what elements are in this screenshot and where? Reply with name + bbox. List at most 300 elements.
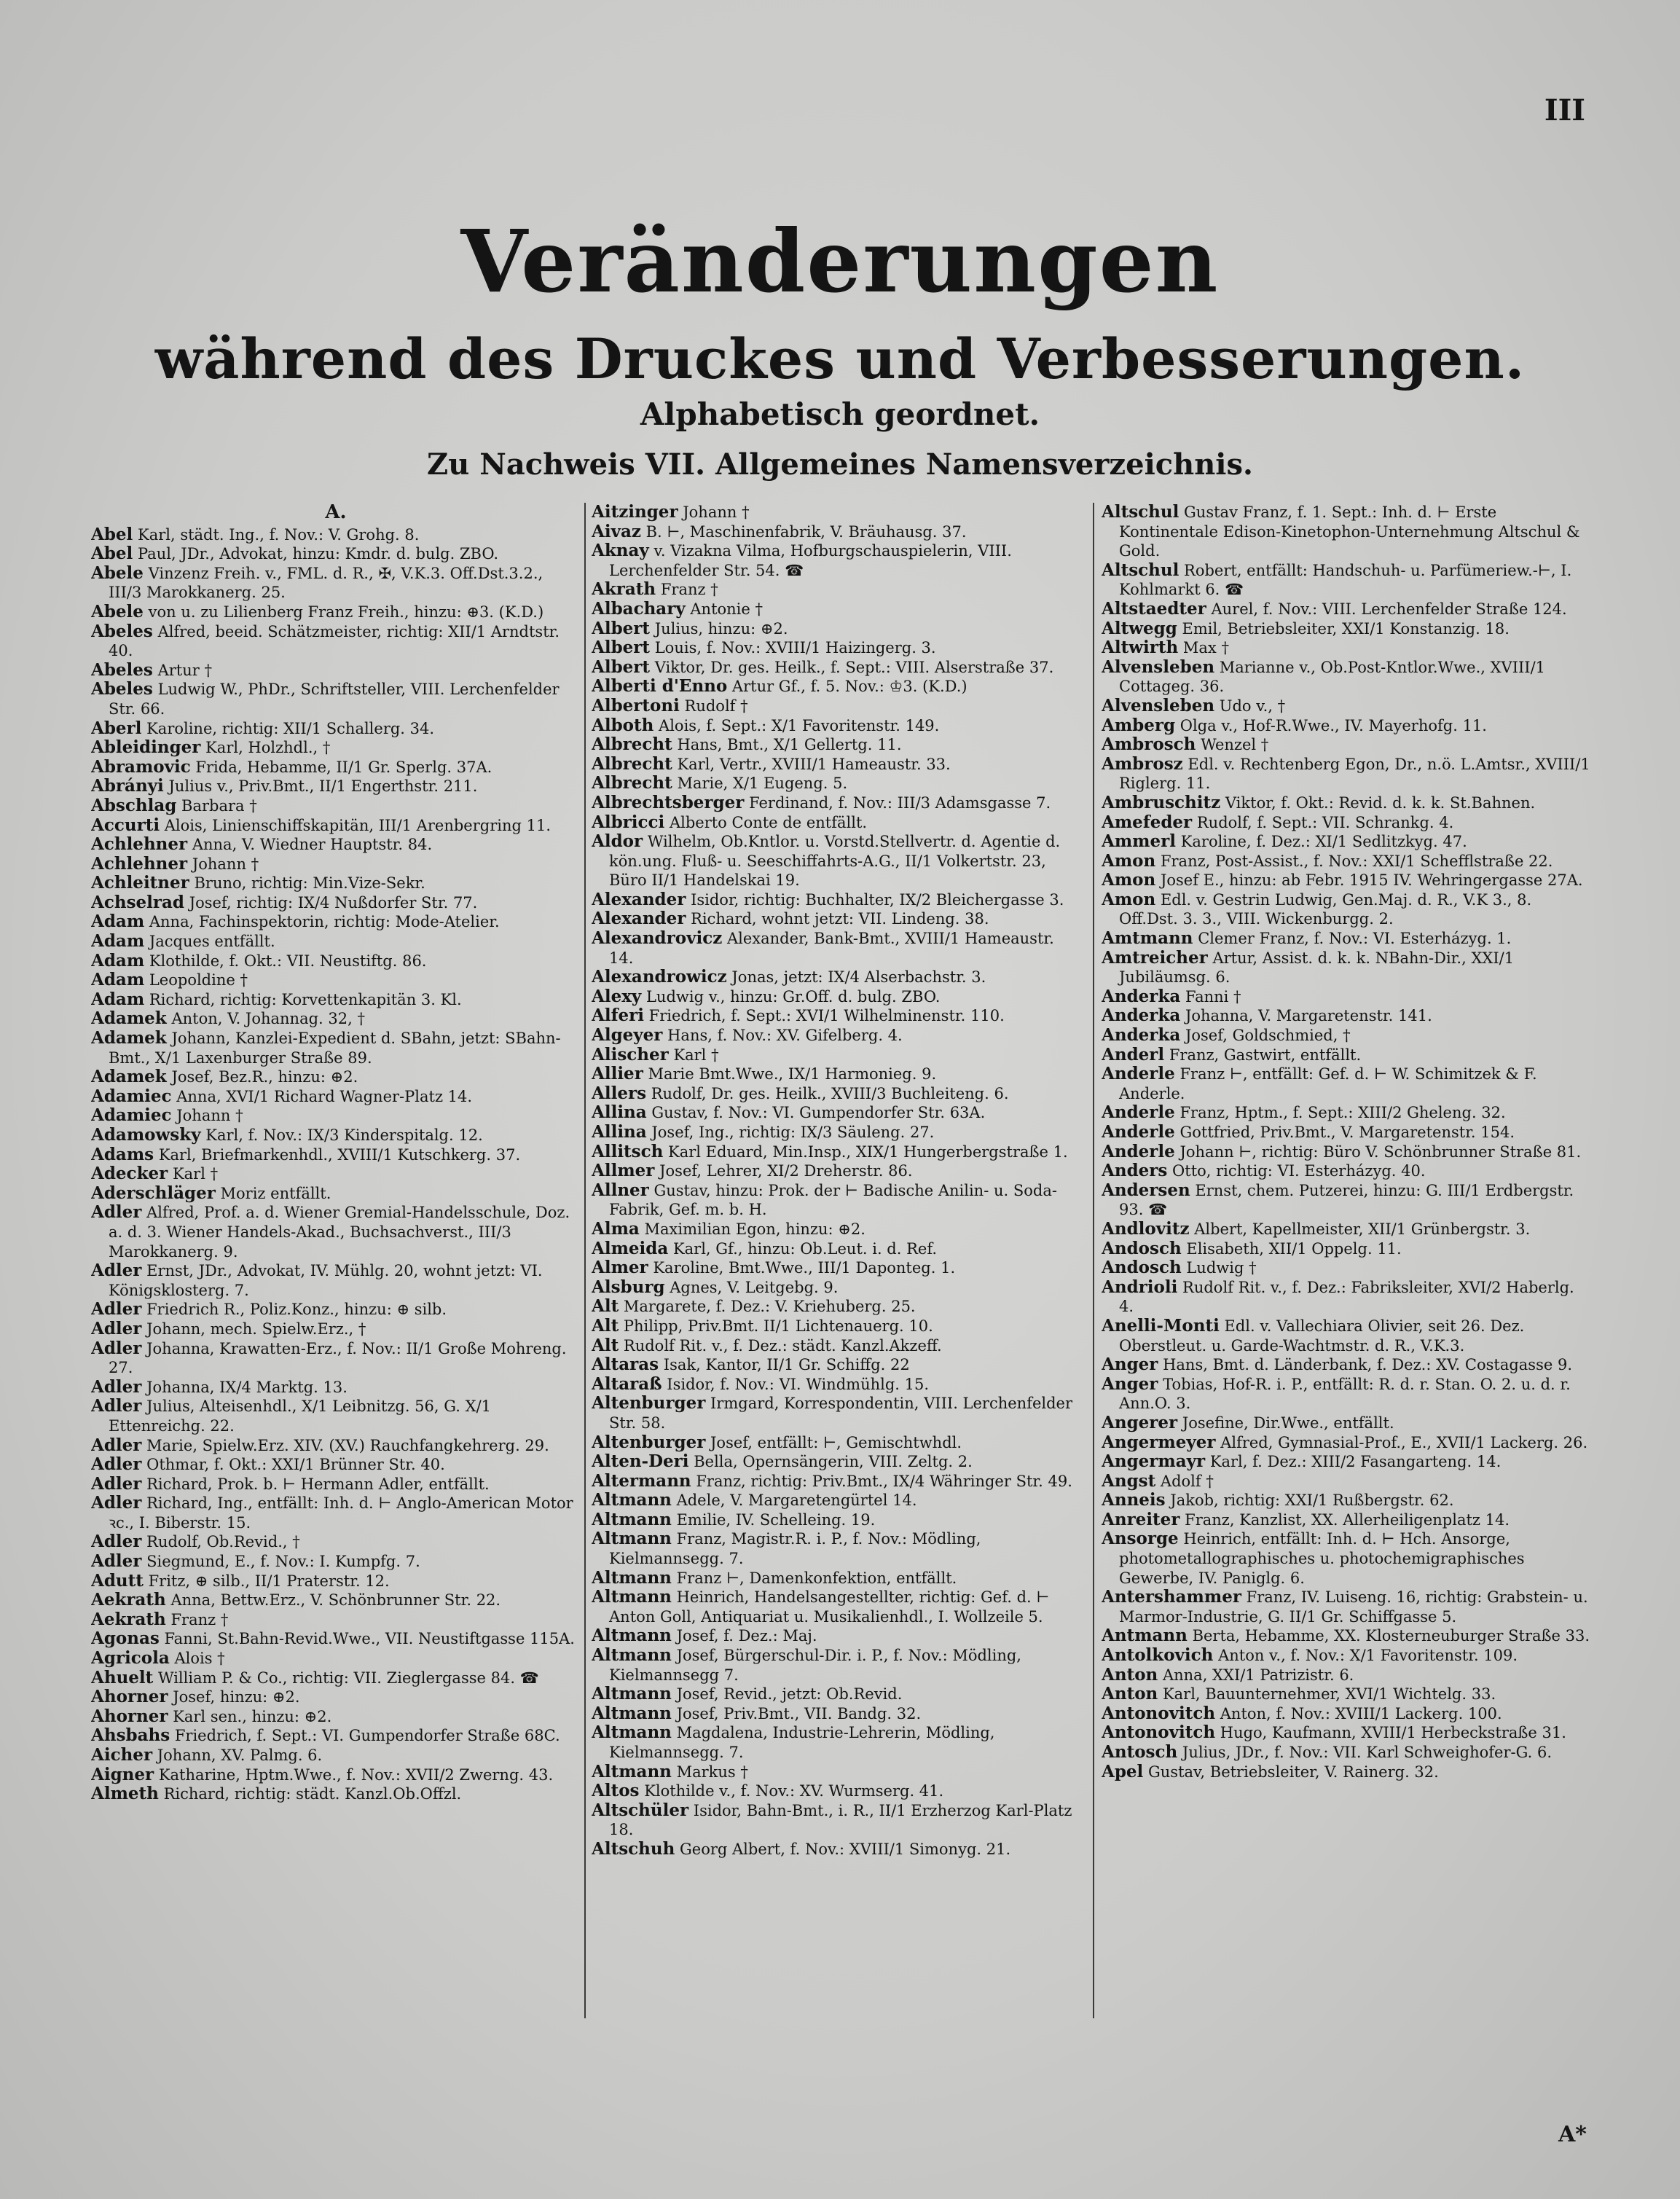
entry-name: Altschul — [1102, 503, 1179, 522]
entry-name: Adam — [91, 970, 145, 990]
directory-entry — [1102, 987, 1591, 1007]
entry-text: Maximilian Egon, hinzu: ⊕2. — [644, 1220, 865, 1238]
entry-name: Amefeder — [1102, 812, 1193, 832]
entry-name: Albricci — [592, 812, 665, 832]
entry-text: Anna, V. Wiedner Hauptstr. 84. — [192, 836, 433, 854]
entry-name: Altmann — [592, 1761, 672, 1781]
entry-name: Abeles — [91, 679, 153, 699]
entry-name: Aivaz — [592, 521, 641, 541]
entry-name: Angermeyer — [1102, 1432, 1216, 1452]
directory-entry — [1102, 1355, 1591, 1375]
directory-entry — [91, 1475, 581, 1494]
directory-entry — [1102, 1529, 1591, 1588]
entry-name: Altmann — [592, 1645, 672, 1666]
entry-text: Artur Gf., f. 5. Nov.: ♔3. (K.D.) — [731, 678, 967, 696]
entry-text: Emil, Betriebsleiter, XXI/1 Konstanzig. 18. — [1182, 619, 1510, 638]
directory-entry — [91, 835, 581, 855]
directory-entry — [592, 968, 1081, 987]
entry-name: Allina — [592, 1122, 647, 1142]
entry-name: Adamek — [91, 1067, 167, 1087]
directory-entry — [592, 1103, 1081, 1123]
entry-text: Karl, f. Dez.: XIII/2 Fasangarteng. 14. — [1209, 1453, 1502, 1471]
directory-entry — [1102, 1026, 1591, 1046]
entry-name: Adler — [91, 1299, 142, 1320]
entry-name: Albrechtsberger — [592, 792, 745, 812]
entry-name: Altwegg — [1102, 618, 1177, 638]
entry-text: Julius, JDr., f. Nov.: VII. Karl Schweighofer-G. 6. — [1182, 1744, 1553, 1761]
directory-entry — [592, 1394, 1081, 1432]
entry-text: Johanna, Krawatten-Erz., f. Nov.: II/1 Große Mohreng. 27. — [109, 1339, 567, 1377]
directory-entry — [592, 503, 1081, 522]
directory-entry — [1102, 1414, 1591, 1433]
directory-entry — [91, 1164, 581, 1184]
entry-text: Hans, Bmt., X/1 Gellertg. 11. — [677, 736, 902, 754]
entry-name: Albrecht — [592, 773, 672, 793]
entry-name: Altos — [592, 1781, 640, 1801]
entry-name: Andosch — [1102, 1238, 1182, 1258]
entry-text: Franz, Kanzlist, XX. Allerheiligenplatz 14. — [1185, 1510, 1510, 1529]
entry-name: Altschüler — [592, 1800, 689, 1820]
entry-text: Franz ⊢, entfällt: Gef. d. ⊢ W. Schimitzek & F. Anderle. — [1119, 1065, 1537, 1102]
entry-name: Antosch — [1102, 1742, 1178, 1762]
directory-entry — [592, 1258, 1081, 1278]
entry-text: Edl. v. Gestrin Ludwig, Gen.Maj. d. R., V.K 3., 8. Off.Dst. 3. 3., VIII. Wickenburgg. 2. — [1119, 890, 1532, 928]
entry-text: Friedrich R., Poliz.Konz., hinzu: ⊕ silb. — [146, 1301, 447, 1319]
directory-entry — [91, 912, 581, 932]
entry-text: Richard, richtig: Korvettenkapitän 3. Kl. — [149, 990, 462, 1008]
entry-text: Josef E., hinzu: ab Febr. 1915 IV. Wehringergasse 27A. — [1160, 871, 1583, 890]
directory-entry — [1102, 503, 1591, 561]
entry-name: Angerer — [1102, 1412, 1178, 1432]
entry-text: Franz ⊢, Damenkonfektion, entfällt. — [676, 1569, 957, 1587]
directory-entry — [1102, 735, 1591, 755]
entry-name: Allina — [592, 1102, 647, 1123]
entry-text: Ludwig W., PhDr., Schriftsteller, VIII. Lerchenfelder Str. 66. — [109, 681, 560, 718]
directory-entry — [592, 1569, 1081, 1588]
entry-name: Altenburger — [592, 1393, 706, 1414]
directory-entry — [592, 1375, 1081, 1395]
directory-entry — [592, 1084, 1081, 1104]
directory-entry — [91, 544, 581, 564]
directory-entry — [592, 929, 1081, 968]
directory-entry — [592, 1840, 1081, 1859]
entry-name: Altmann — [592, 1587, 672, 1607]
directory-entry — [91, 603, 581, 622]
entry-text: Julius, Alteisenhdl., X/1 Leibnitzg. 56, G. X/1 Ettenreichg. 22. — [109, 1398, 492, 1435]
entry-text: Rudolf, Ob.Revid., † — [146, 1533, 300, 1551]
directory-entry — [592, 1239, 1081, 1259]
entry-name: Alvensleben — [1102, 695, 1215, 716]
entry-name: Altmann — [592, 1684, 672, 1704]
directory-entry — [592, 1026, 1081, 1046]
directory-entry — [592, 890, 1081, 910]
entry-name: Alexy — [592, 986, 642, 1006]
entry-name: Alexander — [592, 909, 686, 929]
entry-text: Karl Eduard, Min.Insp., XIX/1 Hungerbergstraße 1. — [668, 1142, 1068, 1161]
entry-text: Franz † — [660, 581, 718, 599]
directory-entry — [91, 1106, 581, 1126]
column-2 — [592, 503, 1081, 2106]
entry-name: Adler — [91, 1338, 142, 1358]
directory-entry — [1102, 1317, 1591, 1355]
entry-text: Isidor, richtig: Buchhalter, IX/2 Bleichergasse 3. — [691, 890, 1064, 909]
directory-entry — [1102, 658, 1591, 697]
directory-entry — [1102, 1161, 1591, 1181]
entry-name: Ambruschitz — [1102, 792, 1221, 812]
directory-entry — [91, 1067, 581, 1087]
entry-name: Almeth — [91, 1784, 159, 1804]
entry-text: Ernst, JDr., Advokat, IV. Mühlg. 20, wohnt jetzt: VI. Königsklosterg. 7. — [109, 1262, 543, 1299]
directory-entry — [592, 1646, 1081, 1685]
entry-name: Ammerl — [1102, 831, 1177, 852]
entry-text: Moriz entfällt. — [220, 1184, 331, 1202]
entry-name: Abele — [91, 563, 144, 583]
entry-text: Paul, JDr., Advokat, hinzu: Kmdr. d. bulg. ZBO. — [138, 545, 499, 563]
entry-name: Altstaedter — [1102, 598, 1206, 619]
directory-entry — [1102, 1626, 1591, 1646]
directory-entry — [1102, 871, 1591, 890]
entry-text: Josef, Lehrer, XI/2 Dreherstr. 86. — [659, 1162, 913, 1180]
directory-entry — [91, 1126, 581, 1145]
entry-text: Karoline, f. Dez.: XI/1 Sedlitzkyg. 47. — [1180, 833, 1467, 851]
entry-text: Karl, Bauunternehmer, XVI/1 Wichtelg. 33. — [1162, 1685, 1496, 1704]
entry-name: Altmann — [592, 1490, 672, 1510]
entry-text: Albert, Kapellmeister, XII/1 Grünbergstr. 3. — [1194, 1220, 1531, 1238]
entry-name: Adler — [91, 1261, 142, 1281]
entry-text: Hugo, Kaufmann, XVIII/1 Herbeckstraße 31. — [1220, 1724, 1566, 1742]
entry-name: Anderka — [1102, 1025, 1181, 1046]
entry-text: Antonie † — [690, 600, 763, 618]
directory-entry — [91, 816, 581, 836]
entry-name: Amtreicher — [1102, 947, 1208, 968]
entry-text: Karl † — [673, 1046, 719, 1064]
entry-name: Anger — [1102, 1355, 1158, 1375]
entry-name: Allier — [592, 1064, 643, 1084]
entry-name: Adler — [91, 1318, 142, 1338]
directory-entry — [91, 680, 581, 718]
entry-name: Andosch — [1102, 1258, 1182, 1278]
entry-name: Abrányi — [91, 776, 164, 796]
entry-text: Franz, Hptm., f. Sept.: XIII/2 Gheleng. 32. — [1179, 1104, 1506, 1122]
directory-entry — [592, 619, 1081, 639]
entry-text: Siegmund, E., f. Nov.: I. Kumpfg. 7. — [146, 1553, 420, 1571]
entry-name: Anreiter — [1102, 1509, 1180, 1529]
entry-name: Agricola — [91, 1648, 170, 1669]
entry-text: Katharine, Hptm.Wwe., f. Nov.: XVII/2 Zwerng. 43. — [158, 1765, 554, 1784]
entry-name: Altmann — [592, 1722, 672, 1743]
directory-entry — [1102, 1704, 1591, 1724]
entry-name: Adler — [91, 1396, 142, 1416]
entry-text: Hans, f. Nov.: XV. Gifelberg. 4. — [667, 1027, 903, 1045]
entry-name: Anderle — [1102, 1102, 1175, 1123]
directory-entry — [91, 1494, 581, 1532]
directory-entry — [91, 1572, 581, 1591]
entry-text: Magdalena, Industrie-Lehrerin, Mödling, Kielmannsegg. 7. — [609, 1724, 995, 1761]
entry-name: Altmann — [592, 1626, 672, 1646]
entry-text: Alberto Conte de entfällt. — [669, 813, 868, 831]
entry-name: Alt — [592, 1296, 619, 1317]
entry-name: Aderschläger — [91, 1183, 216, 1203]
directory-entry — [1102, 638, 1591, 658]
entry-name: Amtmann — [1102, 928, 1193, 949]
column-divider — [584, 503, 586, 2018]
directory-entry — [91, 1669, 581, 1688]
entry-name: Anderle — [1102, 1122, 1175, 1142]
entry-text: Anna, Fachinspektorin, richtig: Mode-Atelier. — [149, 913, 500, 931]
entry-text: v. Vizakna Vilma, Hofburgschauspielerin, VIII. Lerchenfelder Str. 54. ☎ — [609, 542, 1012, 579]
directory-entry — [1102, 1763, 1591, 1782]
entry-name: Allmer — [592, 1161, 655, 1181]
directory-entry — [1102, 793, 1591, 813]
entry-text: Edl. v. Vallechiara Olivier, seit 26. Dez. Oberstleut. u. Garde-Wachtmstr. d. R., V.K.3. — [1119, 1317, 1525, 1355]
entry-text: Richard, Ing., entfällt: Inh. d. ⊢ Anglo-American Motor ꝛc., I. Biberstr. 15. — [109, 1494, 573, 1532]
directory-entry — [1102, 852, 1591, 871]
entry-text: Gustav, f. Nov.: VI. Gumpendorfer Str. 63A. — [651, 1104, 986, 1122]
entry-text: Franz, Gastwirt, entfällt. — [1169, 1046, 1362, 1064]
entry-name: Adam — [91, 912, 145, 932]
entry-text: Ludwig † — [1186, 1259, 1257, 1277]
directory-entry — [91, 525, 581, 545]
entry-text: Isak, Kantor, II/1 Gr. Schiffg. 22 — [663, 1356, 910, 1374]
entry-name: Albrecht — [592, 753, 672, 774]
entry-text: B. ⊢, Maschinenfabrik, V. Bräuhausg. 37. — [645, 522, 967, 541]
entry-name: Andersen — [1102, 1180, 1190, 1200]
entry-name: Alten-Deri — [592, 1451, 689, 1472]
entry-text: Edl. v. Rechtenberg Egon, Dr., n.ö. L.Amtsr., XVIII/1 Riglerg. 11. — [1119, 755, 1590, 793]
entry-name: Anton — [1102, 1684, 1158, 1704]
entry-text: Philipp, Priv.Bmt. II/1 Lichtenauerg. 10. — [623, 1317, 933, 1335]
entry-name: Anger — [1102, 1373, 1158, 1394]
directory-entry — [592, 1491, 1081, 1510]
directory-entry — [91, 1261, 581, 1300]
directory-entry — [592, 1220, 1081, 1239]
entry-name: Adler — [91, 1435, 142, 1455]
directory-entry — [91, 855, 581, 874]
entry-text: Franz, richtig: Priv.Bmt., IX/4 Währinger Str. 49. — [696, 1472, 1072, 1490]
directory-entry — [592, 522, 1081, 542]
entry-name: Aldor — [592, 831, 643, 852]
entry-name: Alischer — [592, 1044, 669, 1065]
entry-text: Olga v., Hof-R.Wwe., IV. Mayerhofg. 11. — [1179, 716, 1487, 734]
entry-name: Adamek — [91, 1028, 167, 1048]
entry-name: Allers — [592, 1083, 647, 1103]
letter-heading: A. — [325, 503, 347, 523]
directory-entry — [1102, 1743, 1591, 1763]
entry-name: Achselrad — [91, 892, 184, 912]
directory-entry — [91, 971, 581, 990]
entry-name: Amon — [1102, 889, 1156, 909]
entry-text: Adolf † — [1160, 1472, 1214, 1490]
entry-name: Anderle — [1102, 1064, 1175, 1084]
entry-name: Ahorner — [91, 1687, 168, 1707]
directory-entry — [1102, 813, 1591, 833]
entry-name: Angst — [1102, 1470, 1156, 1491]
entry-name: Alma — [592, 1218, 640, 1239]
entry-text: Jacques entfällt. — [149, 933, 275, 951]
directory-entry — [1102, 1685, 1591, 1704]
directory-entry — [592, 1433, 1081, 1453]
entry-text: Josef, Bez.R., hinzu: ⊕2. — [171, 1068, 358, 1086]
entry-name: Abel — [91, 544, 133, 564]
directory-entry — [1102, 1065, 1591, 1103]
directory-entry — [91, 738, 581, 758]
entry-text: Josef, f. Dez.: Maj. — [676, 1627, 817, 1645]
entry-text: Margarete, f. Dez.: V. Kriehuberg. 25. — [623, 1298, 916, 1316]
directory-entry — [91, 1397, 581, 1435]
entry-text: Tobias, Hof-R. i. P., entfällt: R. d. r. Stan. O. 2. u. d. r. Ann.O. 3. — [1119, 1375, 1571, 1413]
entry-text: Marie, Spielw.Erz. XIV. (XV.) Rauchfangkehrerg. 29. — [146, 1436, 549, 1454]
entry-name: Apel — [1102, 1761, 1144, 1781]
directory-entry — [592, 658, 1081, 678]
entry-name: Adler — [91, 1454, 142, 1475]
directory-entry — [592, 987, 1081, 1007]
entry-text: Ludwig v., hinzu: Gr.Off. d. bulg. ZBO. — [645, 987, 941, 1006]
entry-name: Amberg — [1102, 715, 1176, 735]
entry-text: Karl, f. Nov.: IX/3 Kinderspitalg. 12. — [205, 1126, 483, 1144]
entry-text: Marie Bmt.Wwe., IX/1 Harmonieg. 9. — [648, 1065, 937, 1083]
directory-entry — [91, 1009, 581, 1029]
entry-text: Franz † — [170, 1610, 229, 1628]
column-3 — [1102, 503, 1591, 2106]
directory-entry — [1102, 1142, 1591, 1162]
entry-text: Clemer Franz, f. Nov.: VI. Esterházyg. 1. — [1198, 930, 1512, 948]
directory-entry — [1102, 697, 1591, 716]
entry-name: Anneis — [1102, 1490, 1166, 1510]
page-title: Veränderungen — [460, 211, 1220, 312]
entry-text: Alfred, Gymnasial-Prof., E., XVII/1 Lackerg. 26. — [1220, 1433, 1588, 1451]
entry-name: Anderl — [1102, 1044, 1165, 1065]
entry-text: Johann ⊢, richtig: Büro V. Schönbrunner Straße 81. — [1179, 1142, 1582, 1161]
entry-name: Alberti d'Enno — [592, 676, 728, 697]
directory-entry — [91, 758, 581, 777]
directory-entry — [592, 1685, 1081, 1704]
entry-text: Vinzenz Freih. v., FML. d. R., ✠, V.K.3. Off.Dst.3.2., III/3 Marokkanerg. 25. — [109, 564, 543, 602]
entry-name: Aekrath — [91, 1609, 166, 1629]
directory-entry — [91, 1145, 581, 1165]
entry-text: Adele, V. Margaretengürtel 14. — [676, 1492, 917, 1510]
entry-text: Johann † — [176, 1107, 243, 1125]
directory-entry — [592, 1801, 1081, 1840]
directory-entry — [592, 1723, 1081, 1762]
directory-entry — [1102, 1723, 1591, 1743]
entry-text: Anton, f. Nov.: XVIII/1 Lackerg. 100. — [1220, 1704, 1502, 1722]
entry-name: Almeida — [592, 1238, 669, 1258]
entry-text: Friedrich, f. Sept.: XVI/1 Wilhelminenstr. 110. — [648, 1007, 1005, 1025]
entry-text: Richard, richtig: städt. Kanzl.Ob.Offzl. — [163, 1785, 462, 1803]
entry-text: Anna, XXI/1 Patrizistr. 6. — [1162, 1666, 1354, 1684]
entry-text: Franz, IV. Luiseng. 16, richtig: Grabstein- u. Marmor-Industrie, G. II/1 Gr. Schiffgasse 5. — [1119, 1588, 1588, 1626]
entry-name: Antmann — [1102, 1626, 1188, 1646]
entry-text: Klothilde, f. Okt.: VII. Neustiftg. 86. — [149, 952, 427, 970]
entry-name: Aitzinger — [592, 503, 678, 522]
entry-text: Fanni † — [1185, 987, 1241, 1006]
directory-entry — [91, 1591, 581, 1610]
entry-name: Altaraß — [592, 1373, 662, 1394]
entry-name: Altmann — [592, 1509, 672, 1529]
directory-entry — [1102, 1452, 1591, 1472]
directory-entry — [91, 777, 581, 796]
entry-name: Altenburger — [592, 1432, 706, 1452]
entry-text: Josef, Revid., jetzt: Ob.Revid. — [676, 1685, 903, 1704]
directory-entry — [1102, 1239, 1591, 1259]
directory-entry — [91, 874, 581, 893]
entry-text: Heinrich, entfällt: Inh. d. ⊢ Hch. Ansorge, photometallographisches u. photochemigraphisches Gewerbe, IV. Paniglg. 6. — [1119, 1530, 1525, 1587]
entry-text: Alois † — [174, 1650, 225, 1668]
directory-entry — [91, 990, 581, 1010]
entry-name: Altaras — [592, 1355, 659, 1375]
entry-text: Anton, V. Johannag. 32, † — [171, 1010, 365, 1028]
entry-name: Amon — [1102, 850, 1156, 871]
directory-entry — [592, 580, 1081, 600]
entry-name: Anderka — [1102, 1006, 1181, 1026]
entry-text: Josef, Ing., richtig: IX/3 Säuleng. 27. — [651, 1124, 935, 1141]
entry-text: Johann † — [192, 855, 259, 873]
entry-text: Marie, X/1 Eugeng. 5. — [677, 775, 848, 793]
page-subtitle: während des Druckes und Verbesserungen. — [154, 326, 1526, 391]
directory-entry — [592, 813, 1081, 833]
directory-entry — [91, 1688, 581, 1707]
entry-text: William P. & Co., richtig: VII. Zieglergasse 84. ☎ — [157, 1669, 539, 1687]
entry-text: Josef, richtig: IX/4 Nußdorfer Str. 77. — [189, 893, 478, 912]
entry-name: Antolkovich — [1102, 1645, 1214, 1666]
directory-entry — [1102, 1491, 1591, 1510]
entry-name: Achlehner — [91, 853, 188, 874]
entry-text: Josef, Goldschmied, † — [1185, 1027, 1351, 1045]
entry-text: Gustav Franz, f. 1. Sept.: Inh. d. ⊢ Erste Kontinentale Edison-Kinetophon-Unternehmung Altschul & Gold. — [1119, 503, 1580, 560]
entry-text: Gottfried, Priv.Bmt., V. Margaretenstr. 154. — [1179, 1124, 1515, 1141]
entry-name: Achleitner — [91, 873, 189, 893]
entry-name: Adler — [91, 1493, 142, 1513]
entry-text: Richard, wohnt jetzt: VII. Lindeng. 38. — [691, 910, 989, 928]
entry-text: Elisabeth, XII/1 Oppelg. 11. — [1186, 1239, 1402, 1258]
entry-text: Ferdinand, f. Nov.: III/3 Adamsgasse 7. — [749, 793, 1051, 812]
directory-entry — [1102, 1510, 1591, 1530]
entry-text: Aurel, f. Nov.: VIII. Lerchenfelder Straße 124. — [1211, 600, 1567, 618]
entry-text: Irmgard, Korrespondentin, VIII. Lerchenfelder Str. 58. — [609, 1395, 1073, 1432]
directory-entry — [1102, 1006, 1591, 1026]
entry-text: Barbara † — [181, 796, 257, 815]
entry-text: Agnes, V. Leitgebg. 9. — [670, 1278, 839, 1296]
directory-entry — [91, 1707, 581, 1727]
entry-name: Allitsch — [592, 1141, 664, 1161]
directory-entry — [91, 1552, 581, 1572]
directory-entry — [592, 1336, 1081, 1356]
entry-name: Alferi — [592, 1006, 644, 1026]
directory-entry — [592, 1529, 1081, 1568]
entry-name: Abele — [91, 601, 144, 622]
entry-name: Altmann — [592, 1703, 672, 1723]
entry-text: Karoline, Bmt.Wwe., III/1 Daponteg. 1. — [653, 1259, 956, 1277]
entry-name: Abeles — [91, 621, 153, 641]
entry-text: Emilie, IV. Schelleing. 19. — [676, 1510, 876, 1529]
entry-name: Albert — [592, 638, 651, 658]
entry-text: Johann, XV. Palmg. 6. — [157, 1747, 323, 1764]
entry-text: Viktor, f. Okt.: Revid. d. k. k. St.Bahnen. — [1225, 793, 1536, 812]
directory-entry — [592, 600, 1081, 619]
entry-text: Frida, Hebamme, II/1 Gr. Sperlg. 37A. — [195, 758, 492, 776]
directory-entry — [1102, 832, 1591, 852]
entry-name: Abel — [91, 524, 133, 544]
directory-entry — [592, 1123, 1081, 1142]
entry-name: Anderka — [1102, 986, 1181, 1006]
entry-name: Almer — [592, 1258, 648, 1278]
directory-entry — [91, 1455, 581, 1475]
directory-entry — [592, 1704, 1081, 1724]
entry-text: Wilhelm, Ob.Kntlor. u. Vorstd.Stellvertr. d. Agentie d. kön.ung. Fluß- u. Seeschiffahrts-A.G., II/1 Volkertstr. 23, Büro II/1 Handelskai 19. — [609, 833, 1061, 890]
directory-entry — [91, 1765, 581, 1785]
directory-entry — [592, 1278, 1081, 1298]
entry-name: Ahuelt — [91, 1667, 154, 1688]
